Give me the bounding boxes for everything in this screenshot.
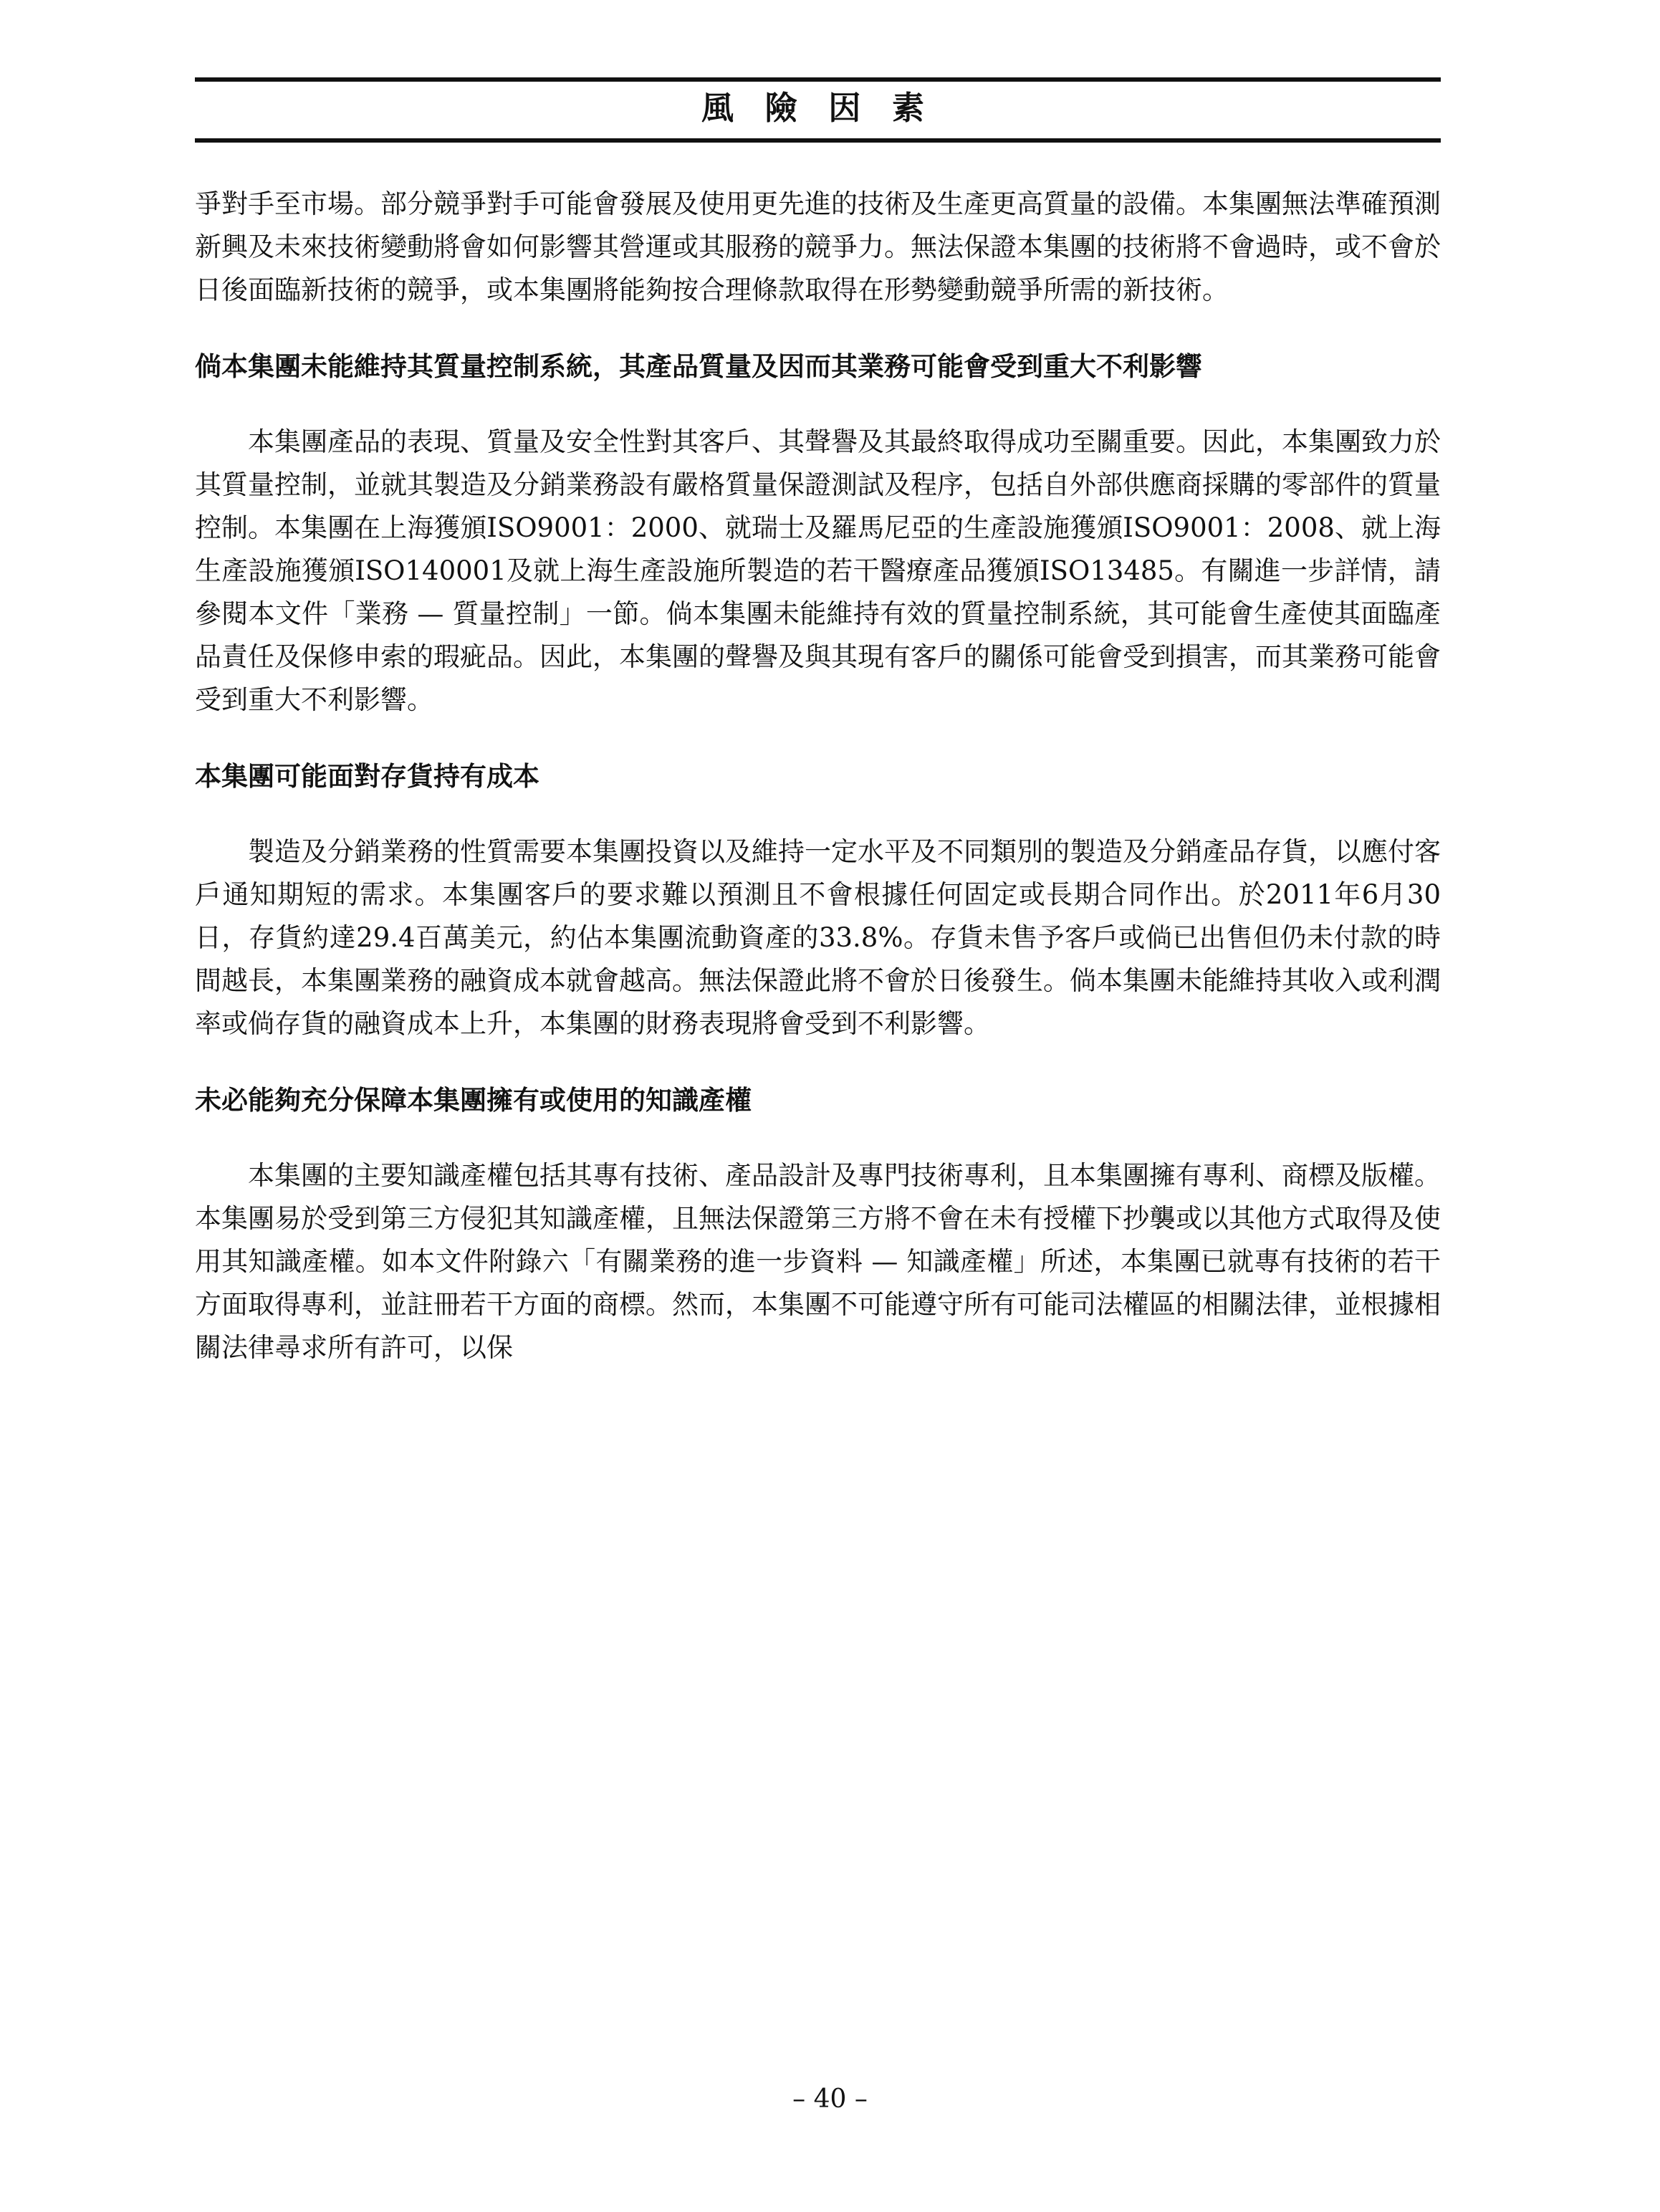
header-top-rule bbox=[195, 77, 1441, 82]
section-heading-intellectual-property: 未必能夠充分保障本集團擁有或使用的知識產權 bbox=[195, 1084, 752, 1116]
paragraph-intellectual-property: 本集團的主要知識產權包括其專有技術、產品設計及專門技術專利，且本集團擁有專利、商標及版權。本集團易於受到第三方侵犯其知識產權，且無法保證第三方將不會在未有授權下抄襲或以其他方式取得及使用其知識產權。如本文件附錄六「有關業務的進一步資料 — 知識產權」所述，本集團已就專有技術的若干方面取得專利，並註冊若干方面的商標。然而，本集團不可能遵守所有可能司法權區的相關法律，並根據相關法律尋求所有許可，以保 bbox=[195, 1160, 1441, 1363]
page-title: 風 險 因 素 bbox=[701, 89, 934, 127]
paragraph-competition: 爭對手至市場。部分競爭對手可能會發展及使用更先進的技術及生產更高質量的設備。本集團無法準確預測新興及未來技術變動將會如何影響其營運或其服務的競爭力。無法保證本集團的技術將不會過時，或不會於日後面臨新技術的競爭，或本集團將能夠按合理條款取得在形勢變動競爭所需的新技術。 bbox=[195, 188, 1441, 305]
page-number: – 40 – bbox=[792, 2084, 868, 2114]
paragraph-inventory: 製造及分銷業務的性質需要本集團投資以及維持一定水平及不同類別的製造及分銷產品存貨，以應付客戶通知期短的需求。本集團客戶的要求難以預測且不會根據任何固定或長期合同作出。於2011年6月30日，存貨約達29.4百萬美元，約佔本集團流動資產的33.8%。存貨未售予客戶或倘已出售但仍未付款的時間越長，本集團業務的融資成本就會越高。無法保證此將不會於日後發生。倘本集團未能維持其收入或利潤率或倘存貨的融資成本上升，本集團的財務表現將會受到不利影響。 bbox=[195, 836, 1441, 1039]
section-heading-inventory: 本集團可能面對存貨持有成本 bbox=[195, 760, 539, 792]
section-heading-quality-control: 倘本集團未能維持其質量控制系統，其產品質量及因而其業務可能會受到重大不利影響 bbox=[195, 350, 1202, 382]
header-bottom-rule bbox=[195, 138, 1441, 143]
paragraph-quality-control: 本集團產品的表現、質量及安全性對其客戶、其聲譽及其最終取得成功至關重要。因此，本集團致力於其質量控制，並就其製造及分銷業務設有嚴格質量保證測試及程序，包括自外部供應商採購的零部件的質量控制。本集團在上海獲頒ISO9001：2000、就瑞士及羅馬尼亞的生產設施獲頒ISO9001：2008、就上海生產設施獲頒ISO140001及就上海生產設施所製造的若干醫療產品獲頒ISO13485。有關進一步詳情，請參閱本文件「業務 — 質量控制」一節。倘本集團未能維持有效的質量控制系統，其可能會生產使其面臨產品責任及保修申索的瑕疵品。因此，本集團的聲譽及與其現有客戶的關係可能會受到損害，而其業務可能會受到重大不利影響。 bbox=[195, 426, 1441, 715]
document-body bbox=[195, 183, 1441, 1369]
